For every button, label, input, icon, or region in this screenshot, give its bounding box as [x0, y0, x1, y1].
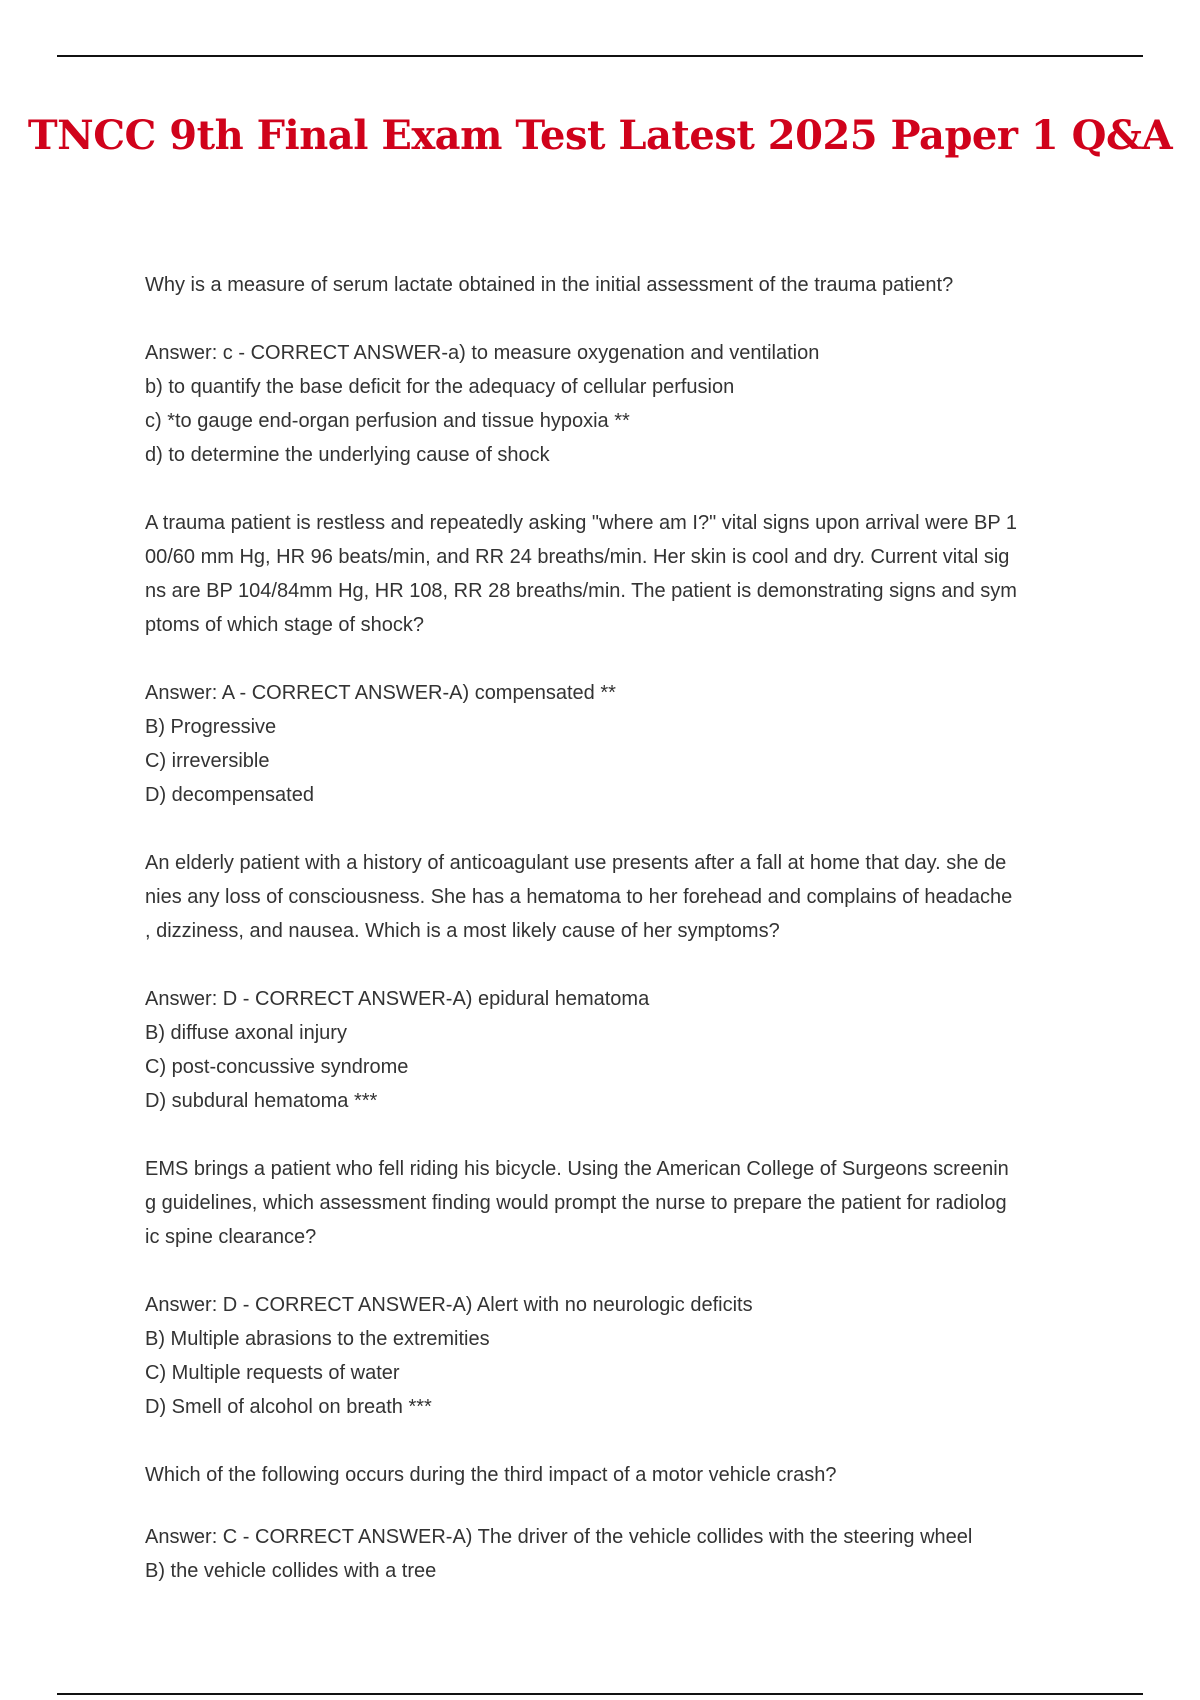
- document-title: TNCC 9th Final Exam Test Latest 2025 Paper 1 Q&A: [27, 112, 1173, 159]
- answer-list: [145, 1520, 1085, 1588]
- question-text: [145, 846, 1085, 948]
- answer-line: Answer: C - CORRECT ANSWER-A) The driver of the vehicle collides with the steering wheel: [145, 1526, 973, 1548]
- answer-option: C) post-concussive syndrome: [145, 1056, 409, 1078]
- answer-list: [145, 336, 1085, 472]
- answer-list: [145, 982, 1085, 1118]
- question-line: 00/60 mm Hg, HR 96 beats/min, and RR 24 breaths/min. Her skin is cool and dry. Current vital sig: [145, 546, 1010, 568]
- answer-option: C) irreversible: [145, 750, 270, 772]
- question-line: ic spine clearance?: [145, 1226, 317, 1248]
- answer-option: d) to determine the underlying cause of shock: [145, 444, 550, 466]
- qa-content: [145, 268, 1085, 1622]
- question-text: [145, 268, 1085, 302]
- answer-option: C) Multiple requests of water: [145, 1362, 400, 1384]
- question-line: , dizziness, and nausea. Which is a most likely cause of her symptoms?: [145, 920, 780, 942]
- answer-list: [145, 676, 1085, 812]
- question-block-3: [145, 846, 1085, 1118]
- question-block-2: [145, 506, 1085, 812]
- question-line: ns are BP 104/84mm Hg, HR 108, RR 28 breaths/min. The patient is demonstrating signs and sym: [145, 580, 1017, 602]
- answer-option: B) diffuse axonal injury: [145, 1022, 347, 1044]
- question-line: EMS brings a patient who fell riding his bicycle. Using the American College of Surgeons screenin: [145, 1158, 1009, 1180]
- question-line: nies any loss of consciousness. She has a hematoma to her forehead and complains of headache: [145, 886, 1013, 908]
- top-rule: [57, 55, 1143, 57]
- bottom-rule: [57, 1693, 1143, 1695]
- answer-option: B) Progressive: [145, 716, 277, 738]
- answer-option: D) decompensated: [145, 784, 314, 806]
- question-text: [145, 1458, 1085, 1492]
- question-line: g guidelines, which assessment finding would prompt the nurse to prepare the patient for radiolog: [145, 1192, 1007, 1214]
- answer-line: Answer: D - CORRECT ANSWER-A) epidural hematoma: [145, 988, 650, 1010]
- answer-option: B) the vehicle collides with a tree: [145, 1560, 437, 1582]
- answer-option: B) Multiple abrasions to the extremities: [145, 1328, 490, 1350]
- answer-option: b) to quantify the base deficit for the adequacy of cellular perfusion: [145, 376, 735, 398]
- question-block-5: [145, 1458, 1085, 1588]
- answer-line: Answer: c - CORRECT ANSWER-a) to measure oxygenation and ventilation: [145, 342, 820, 364]
- question-line: Why is a measure of serum lactate obtained in the initial assessment of the trauma patient?: [145, 274, 954, 296]
- answer-option: D) subdural hematoma ***: [145, 1090, 378, 1112]
- question-line: Which of the following occurs during the third impact of a motor vehicle crash?: [145, 1464, 837, 1486]
- answer-option: c) *to gauge end-organ perfusion and tissue hypoxia **: [145, 410, 630, 432]
- question-block-1: [145, 268, 1085, 472]
- question-line: ptoms of which stage of shock?: [145, 614, 425, 636]
- question-block-4: [145, 1152, 1085, 1424]
- answer-list: [145, 1288, 1085, 1424]
- answer-line: Answer: D - CORRECT ANSWER-A) Alert with no neurologic deficits: [145, 1294, 753, 1316]
- question-line: A trauma patient is restless and repeatedly asking "where am I?" vital signs upon arrival were BP 1: [145, 512, 1018, 534]
- question-line: An elderly patient with a history of anticoagulant use presents after a fall at home that day. she de: [145, 852, 1007, 874]
- question-text: [145, 1152, 1085, 1254]
- question-text: [145, 506, 1085, 642]
- answer-line: Answer: A - CORRECT ANSWER-A) compensated **: [145, 682, 616, 704]
- answer-option: D) Smell of alcohol on breath ***: [145, 1396, 432, 1418]
